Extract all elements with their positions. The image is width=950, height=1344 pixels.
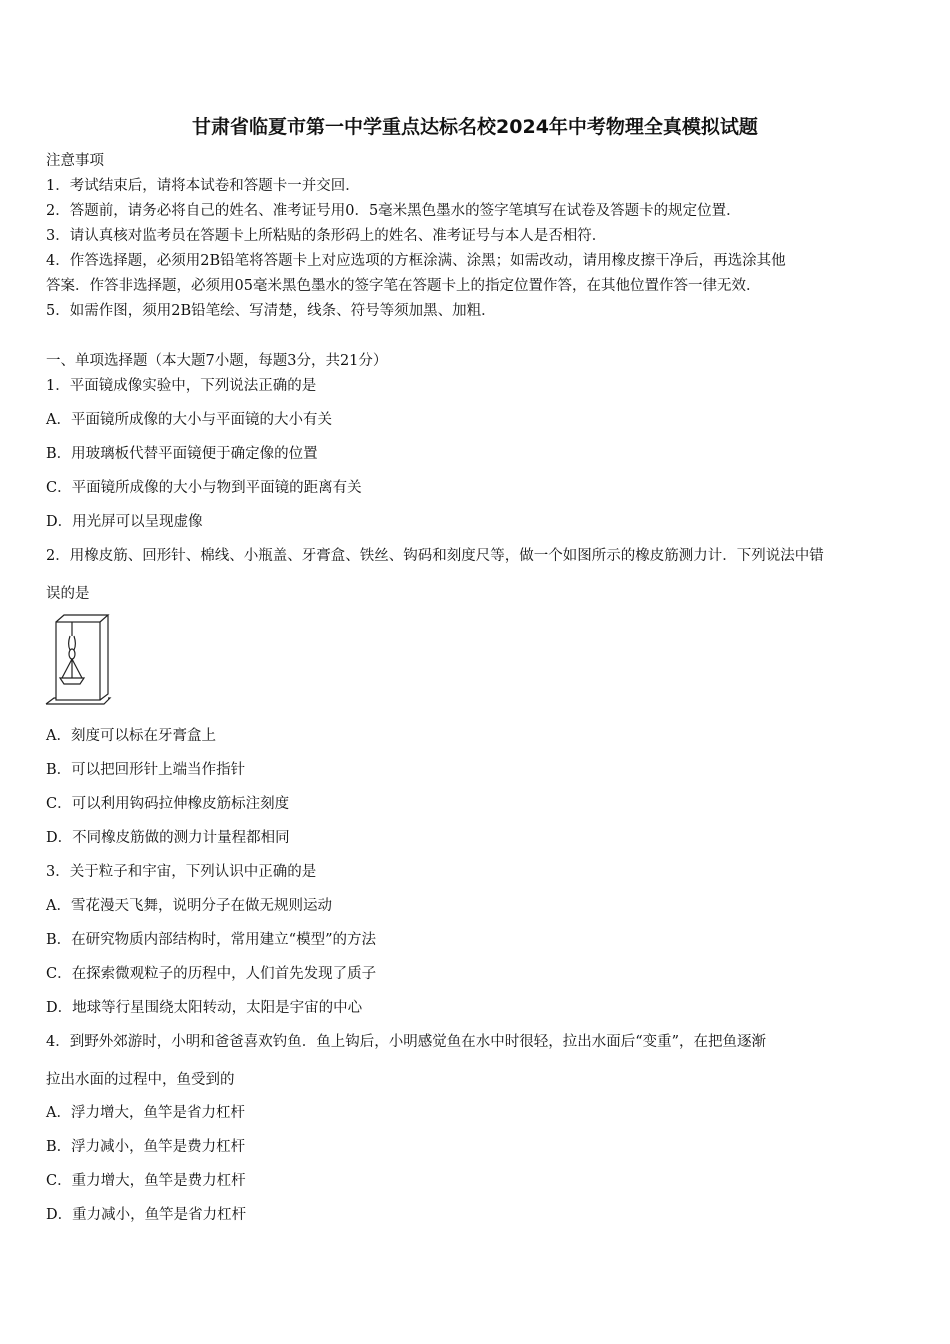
option-b: B．在研究物质内部结构时，常用建立“模型”的方法 [46,932,376,948]
question-stem-continued: 拉出水面的过程中，鱼受到的 [46,1072,235,1088]
box-front-face [56,622,100,700]
option-b: B．浮力减小，鱼竿是费力杠杆 [46,1139,246,1155]
option-b: B．用玻璃板代替平面镜便于确定像的位置 [46,446,318,462]
notice-item: 1．考试结束后，请将本试卷和答题卡一并交回． [46,178,360,194]
option-d: D．地球等行星围绕太阳转动，太阳是宇宙的中心 [46,1000,363,1016]
question-stem: 4．到野外郊游时，小明和爸爸喜欢钓鱼．鱼上钩后，小明感觉鱼在水中时很轻，拉出水面后“变重”，在把鱼逐渐 [46,1034,767,1050]
question-stem: 3．关于粒子和宇宙，下列认识中正确的是 [46,864,317,880]
notice-item: 2．答题前，请务必将自己的姓名、准考证号用0．5毫米黑色墨水的签字笔填写在试卷及答题卡的规定位置． [46,203,741,219]
question-stem-continued: 误的是 [46,586,90,602]
option-a: A．雪花漫天飞舞，说明分子在做无规则运动 [46,898,332,914]
question-stem: 1．平面镜成像实验中，下列说法正确的是 [46,378,317,394]
section-heading: 一、单项选择题（本大题7小题，每题3分，共21分） [46,353,388,369]
notice-item: 4．作答选择题，必须用2B铅笔将答题卡上对应选项的方框涂满、涂黑；如需改动，请用橡皮擦干净后，再选涂其他 [46,253,786,269]
notice-item: 答案．作答非选择题，必须用05毫米黑色墨水的签字笔在答题卡上的指定位置作答，在其他位置作答一律无效． [46,278,761,294]
notice-heading: 注意事项 [46,153,104,169]
rubber-band [69,636,76,650]
option-c: C．在探索微观粒子的历程中，人们首先发现了质子 [46,966,377,982]
option-c: C．可以利用钩码拉伸橡皮筋标注刻度 [46,796,290,812]
option-d: D．重力减小，鱼竿是省力杠杆 [46,1207,247,1223]
option-c: C．重力增大，鱼竿是费力杠杆 [46,1173,246,1189]
page-title: 甘肃省临夏市第一中学重点达标名校2024年中考物理全真模拟试题 [192,116,758,138]
notice-item: 5．如需作图，须用2B铅笔绘、写清楚，线条、符号等须加黑、加粗． [46,303,496,319]
box-top-face [56,615,108,622]
base-plate [46,698,56,704]
option-d: D．不同橡皮筋做的测力计量程都相同 [46,830,290,846]
option-c: C．平面镜所成像的大小与物到平面镜的距离有关 [46,480,362,496]
option-b: B．可以把回形针上端当作指针 [46,762,246,778]
option-a: A．刻度可以标在牙膏盒上 [46,728,216,744]
bottle-cap-pan [60,678,84,684]
option-a: A．平面镜所成像的大小与平面镜的大小有关 [46,412,332,428]
rubber-band-dynamometer-figure [44,612,118,712]
option-d: D．用光屏可以呈现虚像 [46,514,203,530]
option-a: A．浮力增大，鱼竿是省力杠杆 [46,1105,245,1121]
paperclip-pointer [69,649,75,659]
box-side-face [100,615,108,700]
notice-item: 3．请认真核对监考员在答题卡上所粘贴的条形码上的姓名、准考证号与本人是否相符． [46,228,607,244]
cotton-string [62,659,72,678]
question-stem: 2．用橡皮筋、回形针、棉线、小瓶盖、牙膏盒、铁丝、钩码和刻度尺等，做一个如图所示的橡皮筋测力计．下列说法中错 [46,548,824,564]
